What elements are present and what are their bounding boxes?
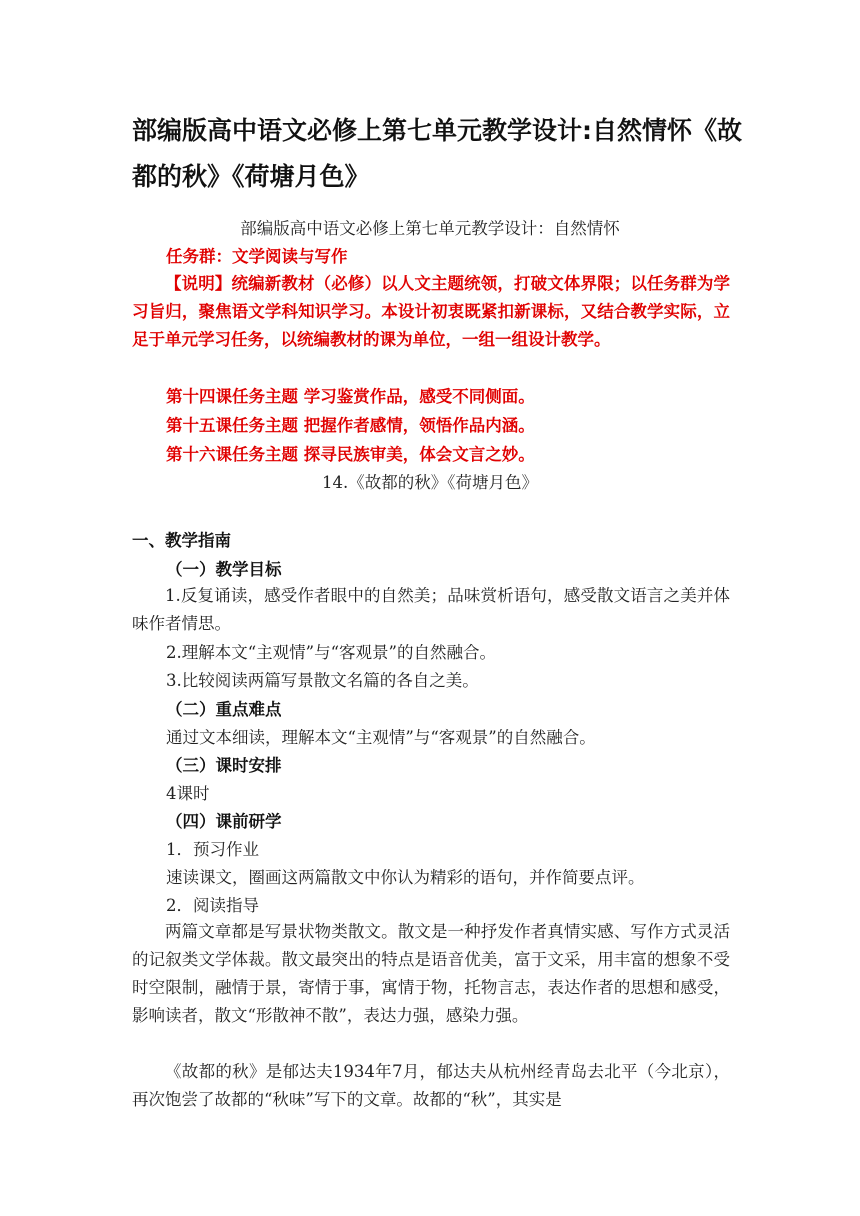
prep-2-paragraph: 两篇文章都是写景状物类散文。散文是一种抒发作者真情实感、写作方式灵活的记叙类文学体裁。散文最突出的特点是语音优美，富于文采，用丰富的想象不受时空限制，融情于景，寄情于事，寓情于物，托物言志，表达作者的思想和感受，影响读者，散文“形散神不散”，表达力强，感染力强。 bbox=[132, 922, 730, 1025]
document-title: 部编版高中语文必修上第七单元教学设计:自然情怀《故都的秋》《荷塘月色》 bbox=[132, 116, 742, 191]
hours-text: 4课时 bbox=[166, 784, 210, 803]
prep-1-text: 速读课文，圈画这两篇散文中你认为精彩的语句，并作简要点评。 bbox=[166, 868, 645, 887]
note-paragraph: 【说明】统编新教材（必修）以人文主题统领，打破文体界限；以任务群为学习旨归，聚焦语文学科知识学习。本设计初衷既紧扣新课标，又结合教学实际，立足于单元学习任务，以统编教材的课为单位，一组一组设计教学。 bbox=[132, 274, 730, 349]
goal-3: 3.比较阅读两篇写景散文名篇的各自之美。 bbox=[166, 671, 479, 690]
subheading-goals: （一）教学目标 bbox=[166, 560, 282, 579]
task-group: 任务群：文学阅读与写作 bbox=[166, 247, 348, 266]
subheading-prep: （四）课前研学 bbox=[166, 812, 282, 831]
prep-2-paragraph-2: 《故都的秋》是郁达夫1934年7月，郁达夫从杭州经青岛去北平（今北京），再次饱尝了故都的“秋味”写下的文章。故都的“秋”，其实是 bbox=[132, 1062, 730, 1109]
subheading-hours: （三）课时安排 bbox=[166, 756, 282, 775]
subheading-difficulty: （二）重点难点 bbox=[166, 700, 282, 719]
prep-1-title: 1．预习作业 bbox=[166, 840, 259, 859]
section-heading: 一、教学指南 bbox=[132, 531, 231, 550]
lesson15-theme: 第十五课任务主题 把握作者感情，领悟作品内涵。 bbox=[166, 416, 535, 435]
goal-1: 1.反复诵读，感受作者眼中的自然美；品味赏析语句，感受散文语言之美并体味作者情思。 bbox=[132, 586, 730, 633]
subtitle: 部编版高中语文必修上第七单元教学设计：自然情怀 bbox=[240, 219, 620, 238]
lesson14-theme: 第十四课任务主题 学习鉴赏作品，感受不同侧面。 bbox=[166, 387, 535, 406]
prep-2-title: 2．阅读指导 bbox=[166, 896, 259, 915]
lesson-title: 14.《故都的秋》《荷塘月色》 bbox=[322, 473, 538, 492]
difficulty-text: 通过文本细读，理解本文“主观情”与“客观景”的自然融合。 bbox=[166, 728, 596, 747]
lesson16-theme: 第十六课任务主题 探寻民族审美，体会文言之妙。 bbox=[166, 445, 535, 464]
goal-2: 2.理解本文“主观情”与“客观景”的自然融合。 bbox=[166, 643, 496, 662]
